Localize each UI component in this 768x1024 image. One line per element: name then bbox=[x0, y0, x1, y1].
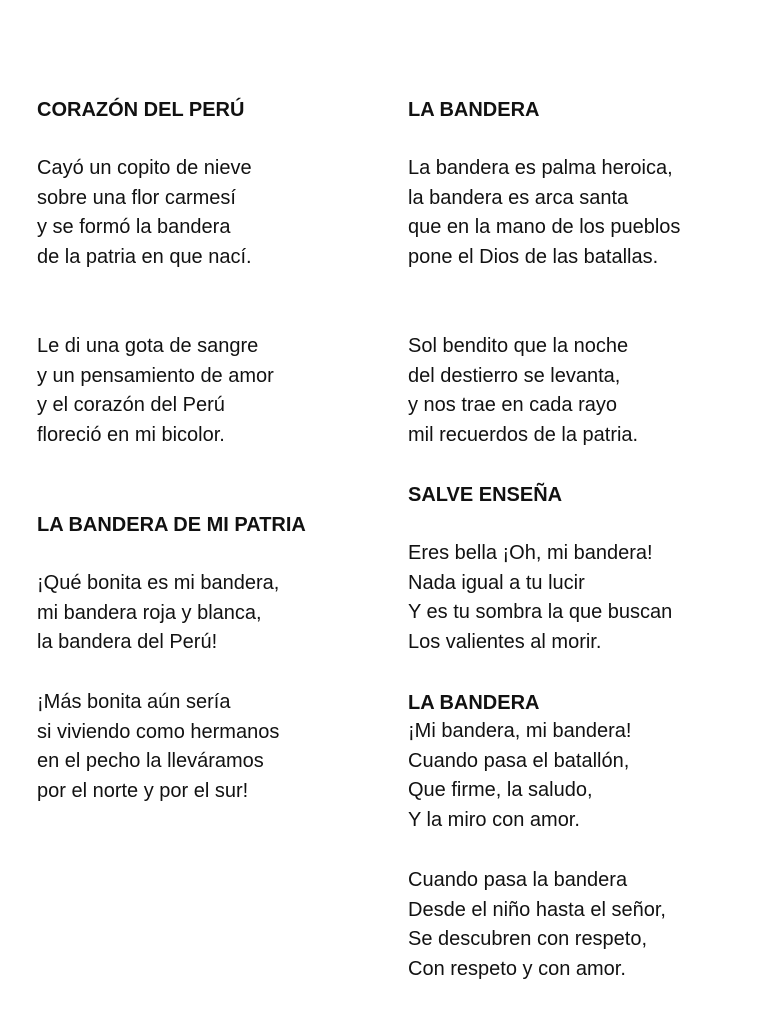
poem-title-corazon-del-peru: CORAZÓN DEL PERÚ bbox=[37, 99, 245, 121]
poem-line: pone el Dios de las batallas. bbox=[408, 246, 659, 269]
poem-line: y nos trae en cada rayo bbox=[408, 394, 618, 417]
poem-line: en el pecho la lleváramos bbox=[37, 750, 264, 773]
poem-line: ¡Qué bonita es mi bandera, bbox=[37, 572, 280, 594]
poem-line: Cayó un copito de nieve bbox=[37, 157, 252, 179]
poem-line: y un pensamiento de amor bbox=[37, 364, 274, 387]
poem-line: Se descubren con respeto, bbox=[408, 928, 648, 951]
poem-line: Desde el niño hasta el señor, bbox=[408, 898, 666, 921]
poem-line: por el norte y por el sur! bbox=[37, 780, 249, 803]
poem-line: de la patria en que nací. bbox=[37, 246, 252, 269]
stanza bbox=[37, 332, 274, 451]
poem-line: floreció en mi bicolor. bbox=[37, 424, 225, 447]
poem-title-la-bandera: LA BANDERA bbox=[408, 99, 540, 121]
stanza bbox=[408, 539, 672, 658]
poem-line: Cuando pasa la bandera bbox=[408, 869, 628, 891]
poem-line: ¡Más bonita aún sería bbox=[37, 691, 231, 713]
stanza bbox=[408, 866, 666, 985]
poem-line: La bandera es palma heroica, bbox=[408, 157, 673, 179]
stanza bbox=[37, 154, 252, 273]
poem-line: que en la mano de los pueblos bbox=[408, 216, 681, 239]
poem-line: Le di una gota de sangre bbox=[37, 335, 259, 357]
poem-line: sobre una flor carmesí bbox=[37, 186, 236, 209]
poem-line: y el corazón del Perú bbox=[37, 394, 225, 417]
poem-title-la-bandera-de-mi-patria: LA BANDERA DE MI PATRIA bbox=[37, 514, 306, 536]
poem-line: Sol bendito que la noche bbox=[408, 335, 629, 357]
poem-line: mi bandera roja y blanca, bbox=[37, 601, 262, 624]
poem-line: y se formó la bandera bbox=[37, 216, 231, 239]
stanza bbox=[408, 332, 638, 451]
stanza bbox=[408, 154, 680, 273]
poem-line: Los valientes al morir. bbox=[408, 631, 602, 654]
poem-line: Con respeto y con amor. bbox=[408, 958, 626, 981]
poem-title-salve-ensena: SALVE ENSEÑA bbox=[408, 484, 563, 506]
poem-line: Cuando pasa el batallón, bbox=[408, 749, 630, 772]
poem-line: la bandera del Perú! bbox=[37, 631, 218, 654]
poem-line: Que firme, la saludo, bbox=[408, 779, 593, 802]
poem-title-la-bandera-2: LA BANDERA bbox=[408, 692, 540, 714]
poem-line: mil recuerdos de la patria. bbox=[408, 424, 639, 447]
poem-line: si viviendo como hermanos bbox=[37, 720, 280, 743]
stanza bbox=[37, 569, 279, 658]
poem-line: Y es tu sombra la que buscan bbox=[408, 601, 673, 624]
poem-line: ¡Mi bandera, mi bandera! bbox=[408, 720, 632, 742]
poem-line: la bandera es arca santa bbox=[408, 186, 629, 209]
poem-line: Y la miro con amor. bbox=[408, 809, 580, 832]
poem-line: del destierro se levanta, bbox=[408, 364, 621, 387]
poem-line: Eres bella ¡Oh, mi bandera! bbox=[408, 542, 653, 564]
poem-line: Nada igual a tu lucir bbox=[408, 571, 585, 594]
stanza bbox=[408, 717, 631, 836]
stanza bbox=[37, 688, 279, 807]
